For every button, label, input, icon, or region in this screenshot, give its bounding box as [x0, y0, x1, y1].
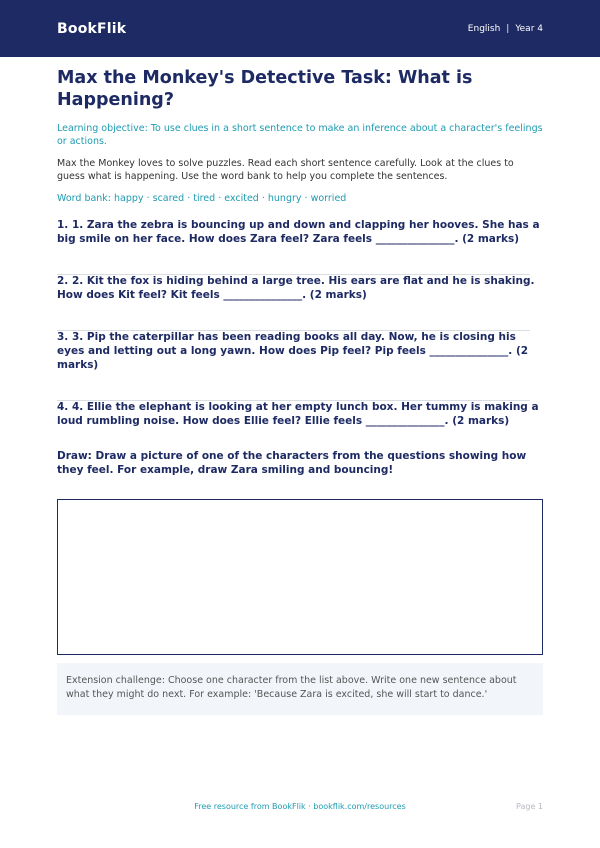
footer-resource-link[interactable]: Free resource from BookFlik · bookflik.com/resources: [194, 802, 406, 811]
question-4: 4. 4. Ellie the elephant is looking at her empty lunch box. Her tummy is making a loud rumbling noise. How does Ellie feel? Ellie feels _______________. (2 marks): [57, 401, 539, 427]
extension-challenge: Extension challenge: Choose one character from the list above. Write one new sentence about what they might do next. For example: 'Because Zara is excited, she will start to dance.': [57, 663, 543, 715]
question-2: 2. 2. Kit the fox is hiding behind a large tree. His ears are flat and he is shaking. How does Kit feel? Kit feels _______________. (2 marks): [57, 275, 535, 301]
page-footer: [57, 802, 543, 811]
word-bank: Word bank: happy · scared · tired · excited · hungry · worried: [57, 193, 347, 204]
drawing-area[interactable]: [57, 499, 543, 655]
meta-separator: |: [506, 23, 510, 34]
draw-task: Draw: Draw a picture of one of the characters from the questions showing how they feel. For example, draw Zara smiling and bouncing!: [57, 450, 527, 476]
intro-text: Max the Monkey loves to solve puzzles. Read each short sentence carefully. Look at the clues to guess what is happening. Use the word bank to help you complete the sentences.: [57, 158, 514, 182]
subject-label: English: [467, 23, 501, 34]
worksheet-content: [0, 67, 600, 715]
header-meta: [468, 24, 543, 34]
page-header: [0, 0, 600, 57]
brand-logo-text: BookFlik: [57, 20, 127, 37]
page-title: Max the Monkey's Detective Task: What is Happening?: [57, 68, 473, 110]
question-1: 1. 1. Zara the zebra is bouncing up and down and clapping her hooves. She has a big smile on her face. How does Zara feel? Zara feels _______________. (2 marks): [57, 219, 540, 245]
year-label: Year 4: [515, 23, 543, 34]
learning-objective: Learning objective: To use clues in a short sentence to make an inference about a character's feelings or actions.: [57, 123, 543, 147]
question-3: 3. 3. Pip the caterpillar has been reading books all day. Now, he is closing his eyes and letting out a long yawn. How does Pip feel? Pip feels _______________. (2 marks): [57, 331, 529, 371]
page-number: Page 1: [516, 802, 543, 811]
